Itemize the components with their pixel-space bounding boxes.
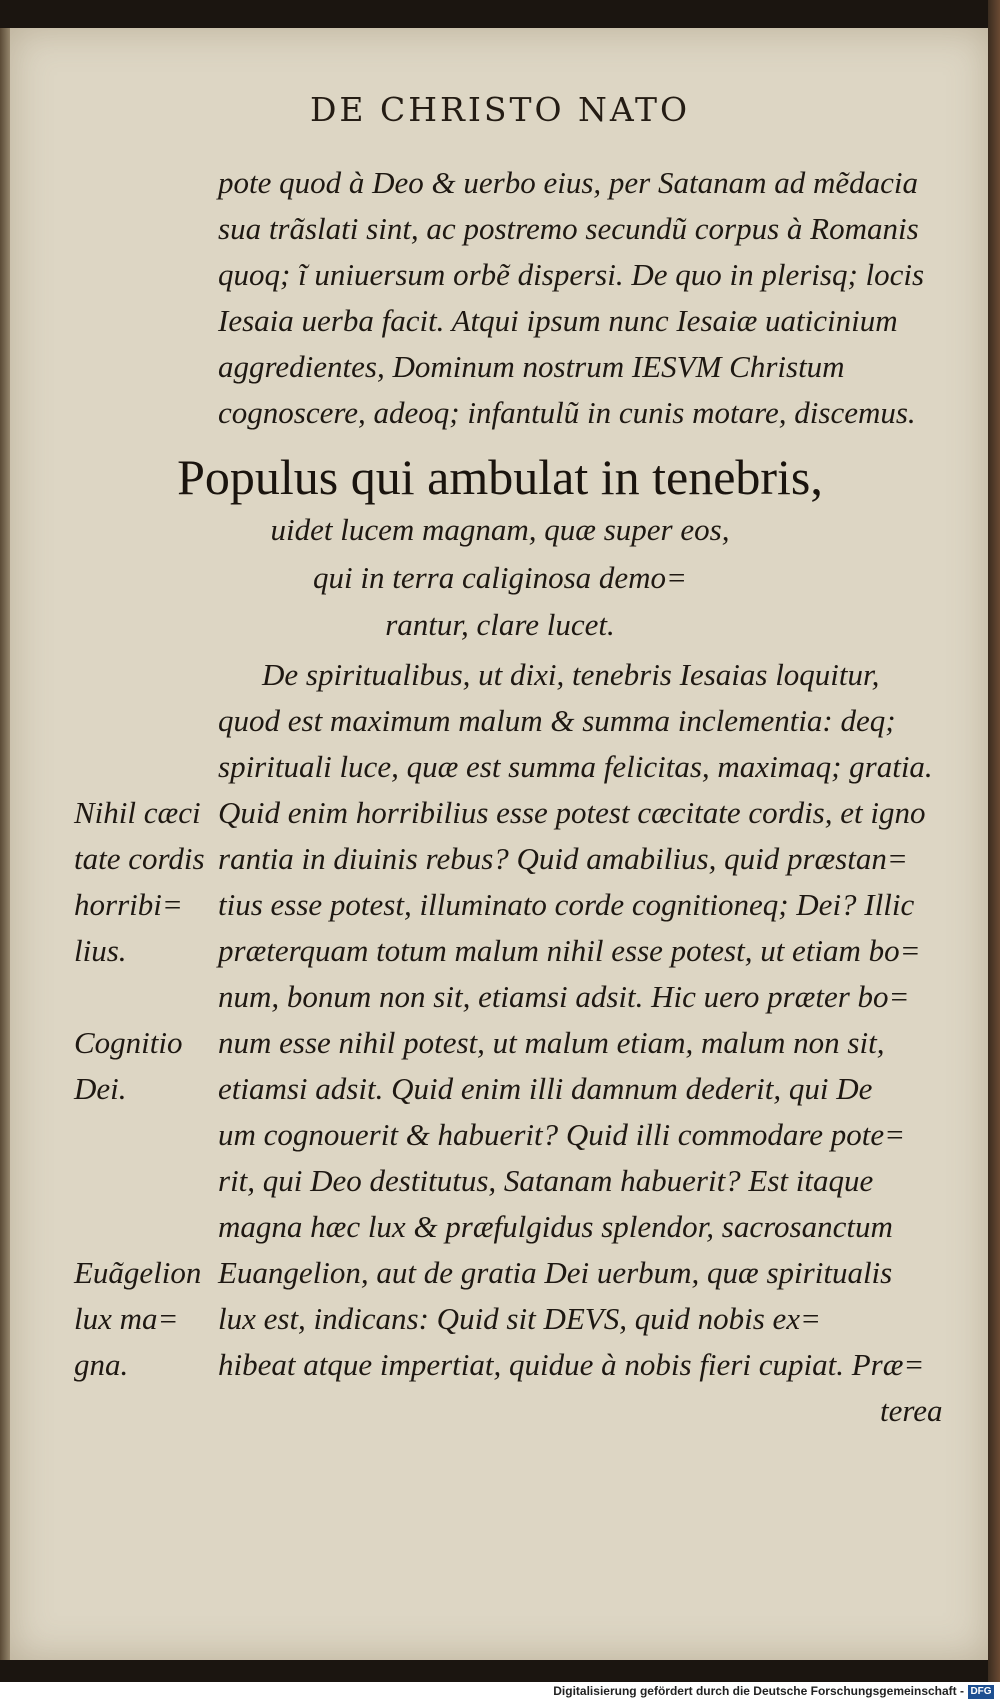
body-line: num, bonum non sit, etiamsi adsit. Hic uero præter bo=	[218, 979, 910, 1014]
margin-note: Cognitio	[74, 1025, 183, 1060]
body-line: spirituali luce, quæ est summa felicitas, maximaq; gratia.	[218, 749, 933, 784]
heading-subline: rantur, clare lucet.	[385, 607, 615, 642]
intro-line: cognoscere, adeoq; infantulũ in cunis motare, discemus.	[218, 395, 916, 430]
body-line: tius esse potest, illuminato corde cognitioneq; Dei? Illic	[218, 887, 915, 922]
body-line: magna hæc lux & præfulgidus splendor, sacrosanctum	[218, 1209, 893, 1244]
body-line: lux est, indicans: Quid sit DEVS, quid nobis ex=	[218, 1301, 821, 1336]
intro-line: aggredientes, Dominum nostrum IESVM Christum	[218, 349, 845, 384]
body-line: num esse nihil potest, ut malum etiam, malum non sit,	[218, 1025, 885, 1060]
margin-note: tate cordis	[74, 841, 205, 876]
margin-note: gna.	[74, 1347, 129, 1382]
margin-note: Euãgelion	[74, 1255, 202, 1290]
intro-line: sua trãslati sint, ac postremo secundũ corpus à Romanis	[218, 211, 919, 246]
body-line: rit, qui Deo destitutus, Satanam habuerit? Est itaque	[218, 1163, 874, 1198]
body-line: De spiritualibus, ut dixi, tenebris Iesaias loquitur,	[262, 657, 880, 692]
margin-note: lux ma=	[74, 1301, 179, 1336]
body-line: Euangelion, aut de gratia Dei uerbum, quæ spiritualis	[218, 1255, 893, 1290]
body-line: Quid enim horribilius esse potest cæcitate cordis, et igno	[218, 795, 926, 830]
body-line: rantia in diuinis rebus? Quid amabilius, quid præstan=	[218, 841, 908, 876]
dfg-logo: DFG	[968, 1685, 994, 1699]
book-edge-right	[988, 0, 1000, 1702]
intro-line: pote quod à Deo & uerbo eius, per Satanam ad mẽdacia	[218, 165, 918, 200]
body-line: um cognouerit & habuerit? Quid illi commodare pote=	[218, 1117, 906, 1152]
body-line: præterquam totum malum nihil esse potest, ut etiam bo=	[218, 933, 921, 968]
running-head: DE CHRISTO NATO	[309, 90, 691, 129]
intro-line: quoq; ĩ uniuersum orbẽ dispersi. De quo in plerisq; locis	[218, 257, 925, 292]
body-line: hibeat atque impertiat, quidue à nobis fieri cupiat. Præ=	[218, 1347, 925, 1382]
catchword: terea	[880, 1393, 943, 1428]
body-line: quod est maximum malum & summa inclementia: deq;	[218, 703, 896, 738]
margin-note: Nihil cæci	[74, 795, 201, 830]
footer-credit: Digitalisierung gefördert durch die Deutsche Forschungsgemeinschaft -	[553, 1684, 964, 1698]
margin-note: Dei.	[74, 1071, 127, 1106]
heading-subline: qui in terra caliginosa demo=	[313, 560, 687, 595]
margin-note: horribi=	[74, 887, 183, 922]
intro-line: Iesaia uerba facit. Atqui ipsum nunc Iesaiæ uaticinium	[218, 303, 898, 338]
section-heading: Populus qui ambulat in tenebris,	[177, 449, 823, 505]
margin-note: lius.	[74, 933, 127, 968]
body-line: etiamsi adsit. Quid enim illi damnum dederit, qui De	[218, 1071, 873, 1106]
heading-subline: uidet lucem magnam, quæ super eos,	[270, 512, 730, 547]
